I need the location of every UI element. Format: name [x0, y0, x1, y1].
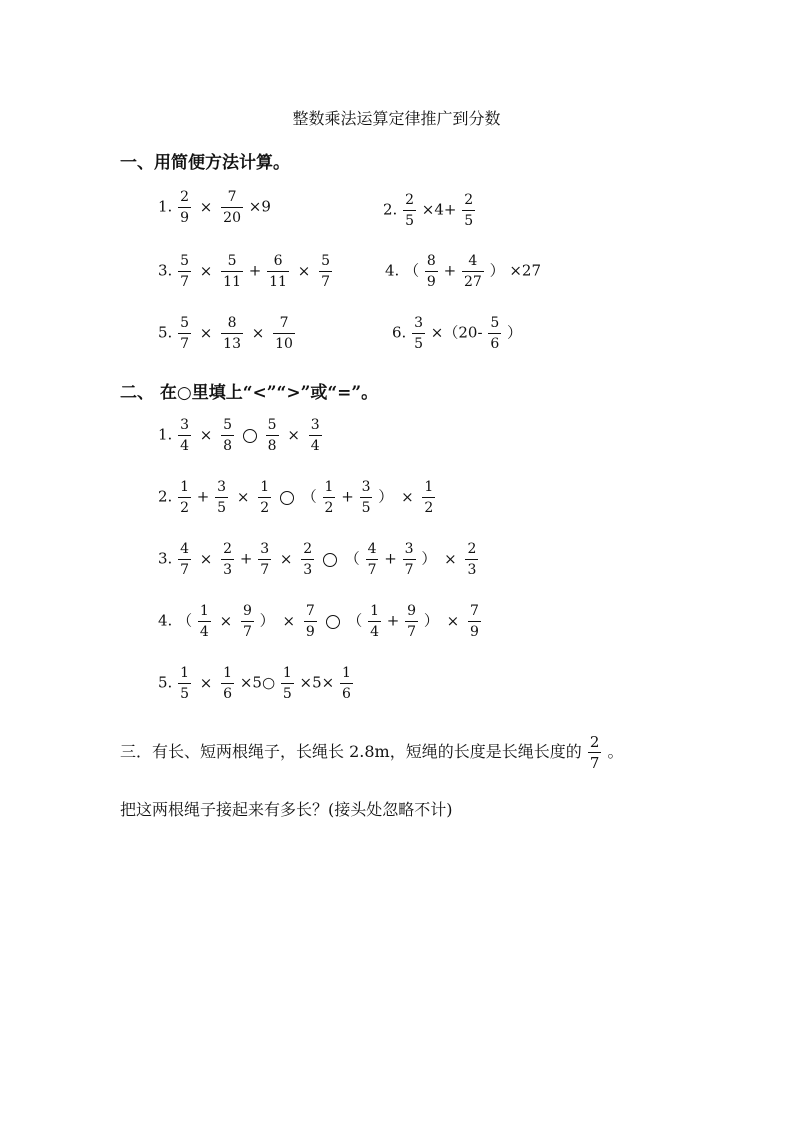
fraction: $\frac{3}{4}$ — [180, 417, 190, 454]
operator: × — [446, 611, 460, 630]
operator: + — [341, 487, 354, 506]
fraction: $\frac{1}{2}$ — [424, 479, 434, 516]
fraction: $\frac{5}{7}$ — [180, 253, 190, 290]
fraction: $\frac{6}{11}$ — [269, 253, 287, 290]
paren: （ — [344, 549, 360, 568]
s1-problem-3 — [158, 254, 333, 289]
operator: × — [401, 487, 414, 506]
operator: + — [386, 611, 400, 630]
fraction: $\frac{1}{5}$ — [180, 665, 190, 702]
paren: ） — [507, 323, 523, 342]
operator: × — [251, 323, 265, 342]
section-1-heading: 一、用简便方法计算。 — [120, 153, 290, 173]
operator: + — [248, 261, 262, 280]
fraction: $\frac{1}{4}$ — [199, 603, 209, 640]
fraction: $\frac{2}{3}$ — [223, 541, 233, 578]
s1-problem-1 — [158, 190, 271, 225]
operator: × — [219, 611, 233, 630]
s1-problem-4 — [385, 254, 541, 289]
fraction: $\frac{3}{4}$ — [310, 417, 320, 454]
fraction: $\frac{7}{9}$ — [470, 603, 479, 640]
paren: ） — [489, 261, 505, 280]
operator: ×4+ — [421, 200, 457, 219]
fraction: $\frac{7}{9}$ — [305, 603, 315, 640]
paren: （ — [177, 611, 193, 630]
fraction: $\frac{5}{7}$ — [321, 253, 331, 290]
operator: × — [297, 261, 311, 280]
fraction: $\frac{4}{27}$ — [463, 253, 482, 290]
fraction: $\frac{2}{5}$ — [464, 192, 474, 229]
problem-label: 4. — [385, 261, 400, 280]
s2-problem-2 — [158, 480, 436, 515]
fraction: $\frac{1}{2}$ — [180, 479, 190, 516]
fraction: $\frac{5}{8}$ — [223, 417, 233, 454]
fraction: $\frac{7}{20}$ — [223, 189, 241, 226]
fraction: $\frac{5}{11}$ — [223, 253, 241, 290]
fraction: $\frac{5}{7}$ — [180, 315, 190, 352]
s1-problem-5 — [158, 316, 296, 351]
paren: ） — [421, 549, 437, 568]
fraction: $\frac{2}{3}$ — [467, 541, 477, 578]
fraction: $\frac{3}{7}$ — [260, 541, 270, 578]
s2-problem-1 — [158, 418, 323, 453]
problem-label: 3. — [158, 549, 173, 568]
fraction: $\frac{4}{7}$ — [367, 541, 377, 578]
fraction: $\frac{3}{5}$ — [217, 479, 227, 516]
operator: × — [199, 261, 213, 280]
fraction: $\frac{2}{3}$ — [303, 541, 313, 578]
s2-problem-4 — [158, 604, 482, 639]
problem-label: 1. — [158, 425, 173, 444]
problem-label: 3. — [158, 261, 173, 280]
tail-text: ×27 — [509, 261, 542, 280]
operator: ×（20- — [430, 323, 483, 342]
fraction: $\frac{1}{2}$ — [324, 479, 334, 516]
fraction: $\frac{9}{7}$ — [407, 603, 417, 640]
fraction: $\frac{8}{9}$ — [426, 253, 436, 290]
problem-label: 2. — [383, 200, 398, 219]
operator-with-blank: ×5○ — [239, 673, 276, 692]
operator: × — [282, 611, 296, 630]
problem-label: 6. — [392, 323, 407, 342]
operator: + — [239, 549, 253, 568]
operator: × — [236, 487, 250, 506]
operator: × — [199, 673, 213, 692]
paren: （ — [301, 487, 317, 506]
fraction: $\frac{2}{5}$ — [405, 192, 415, 229]
fraction: $\frac{1}{5}$ — [282, 665, 292, 702]
period: 。 — [607, 742, 624, 761]
s2-problem-3 — [158, 542, 479, 577]
paren: ） — [259, 611, 275, 630]
paren: （ — [347, 611, 363, 630]
blank-circle[interactable] — [280, 491, 294, 505]
problem-label: 5. — [158, 323, 173, 342]
problem-label: 2. — [158, 487, 173, 506]
operator: ×5× — [299, 673, 335, 692]
blank-circle[interactable] — [326, 615, 340, 629]
operator: + — [384, 549, 397, 568]
problem-label: 4. — [158, 611, 173, 630]
fraction: $\frac{8}{13}$ — [223, 315, 241, 352]
paren: ） — [423, 611, 439, 630]
fraction: $\frac{1}{6}$ — [223, 665, 233, 702]
problem-text: 三．有长、短两根绳子，长绳长 2.8m，短绳的长度是长绳长度的 — [120, 742, 582, 761]
operator: × — [199, 323, 213, 342]
operator: + — [196, 487, 210, 506]
s1-problem-2 — [383, 193, 476, 228]
fraction: $\frac{9}{7}$ — [242, 603, 252, 640]
operator: + — [443, 261, 457, 280]
operator: × — [279, 549, 293, 568]
fraction: $\frac{2}{7}$ — [589, 733, 600, 772]
paren: （ — [404, 261, 420, 280]
section-2-heading: 二、 在○里填上“<”“>”或“=”。 — [120, 383, 379, 403]
tail-text: ×9 — [248, 197, 271, 216]
fraction: $\frac{4}{7}$ — [180, 541, 190, 578]
s1-problem-6 — [392, 316, 522, 351]
paren: ） — [378, 487, 394, 506]
problem-label: 5. — [158, 673, 173, 692]
section-3-line-1 — [120, 735, 623, 770]
blank-circle[interactable] — [243, 429, 257, 443]
fraction: $\frac{2}{9}$ — [180, 189, 190, 226]
operator: × — [199, 197, 213, 216]
operator: × — [199, 425, 213, 444]
fraction: $\frac{3}{5}$ — [414, 315, 424, 352]
operator: × — [287, 425, 300, 444]
fraction: $\frac{3}{5}$ — [361, 479, 371, 516]
fraction: $\frac{1}{6}$ — [342, 665, 351, 702]
s2-problem-5 — [158, 666, 354, 701]
fraction: $\frac{7}{10}$ — [275, 315, 293, 352]
operator: × — [444, 549, 457, 568]
fraction: $\frac{5}{8}$ — [267, 417, 277, 454]
fraction: $\frac{5}{6}$ — [490, 315, 500, 352]
blank-circle[interactable] — [323, 553, 337, 567]
fraction: $\frac{3}{7}$ — [404, 541, 414, 578]
section-3-line-2: 把这两根绳子接起来有多长？(接头处忽略不计) — [120, 800, 453, 819]
operator: × — [199, 549, 213, 568]
fraction: $\frac{1}{4}$ — [370, 603, 380, 640]
fraction: $\frac{1}{2}$ — [260, 479, 270, 516]
problem-label: 1. — [158, 197, 173, 216]
page-title: 整数乘法运算定律推广到分数 — [292, 109, 501, 128]
